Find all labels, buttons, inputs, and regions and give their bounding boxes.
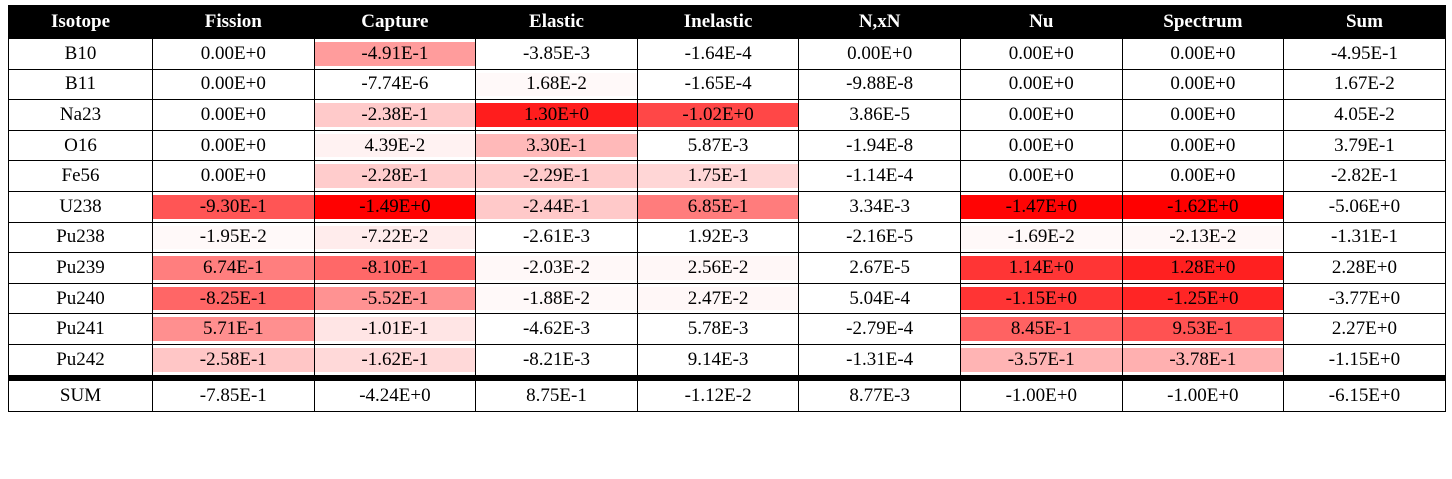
- cell-value: -2.82E-1: [1330, 165, 1398, 187]
- table-cell: [637, 69, 799, 100]
- cell-value: -2.28E-1: [361, 165, 429, 187]
- table-row: [9, 69, 1446, 100]
- table-cell: [1284, 130, 1446, 161]
- table-cell: [960, 253, 1122, 284]
- cell-value: -1.31E-1: [1330, 226, 1398, 248]
- cell-value: -5.06E+0: [1328, 195, 1401, 217]
- table-cell: [153, 69, 315, 100]
- column-header: Spectrum: [1122, 6, 1284, 39]
- table-cell: [960, 283, 1122, 314]
- cell-value: -2.79E-4: [846, 318, 914, 340]
- sensitivity-table: [8, 5, 1446, 412]
- cell-value: -3.77E+0: [1328, 287, 1401, 309]
- cell-value: -1.15E+0: [1328, 348, 1401, 370]
- cell-value: 3.34E-3: [849, 195, 911, 217]
- table-cell: [153, 378, 315, 412]
- table-cell: [153, 130, 315, 161]
- cell-value: 2.47E-2: [687, 287, 749, 309]
- table-cell: [476, 191, 638, 222]
- table-cell: [799, 39, 961, 70]
- cell-value: -3.85E-3: [522, 42, 590, 64]
- cell-value: 1.68E-2: [526, 73, 587, 95]
- table-cell: [476, 100, 638, 131]
- table-cell: [1284, 344, 1446, 377]
- table-cell: [314, 222, 476, 253]
- table-cell: [314, 314, 476, 345]
- table-cell: [1284, 100, 1446, 131]
- cell-value: 1.67E-2: [1334, 73, 1395, 95]
- cell-value: 5.04E-4: [849, 287, 911, 309]
- table-cell: [1284, 314, 1446, 345]
- cell-value: 1.92E-3: [687, 226, 749, 248]
- table-cell: [1122, 314, 1284, 345]
- cell-value: -1.12E-2: [684, 384, 752, 406]
- cell-value: 0.00E+0: [1170, 103, 1236, 125]
- isotope-label: Pu242: [9, 344, 153, 377]
- table-row: [9, 100, 1446, 131]
- cell-value: -1.62E+0: [1167, 195, 1239, 217]
- table-cell: [476, 314, 638, 345]
- cell-value: -1.00E+0: [1167, 384, 1239, 406]
- table-cell: [153, 100, 315, 131]
- column-header: Nu: [960, 6, 1122, 39]
- table-cell: [476, 378, 638, 412]
- table-cell: [1284, 222, 1446, 253]
- isotope-label: Pu239: [9, 253, 153, 284]
- table-cell: [637, 378, 799, 412]
- cell-value: -2.16E-5: [846, 226, 914, 248]
- cell-value: 0.00E+0: [1008, 73, 1074, 95]
- cell-value: 5.87E-3: [687, 134, 749, 156]
- table-cell: [799, 378, 961, 412]
- sum-row: [9, 378, 1446, 412]
- table-cell: [1122, 69, 1284, 100]
- cell-value: 3.86E-5: [849, 103, 911, 125]
- cell-value: 0.00E+0: [1170, 42, 1236, 64]
- cell-value: -2.44E-1: [522, 195, 590, 217]
- table-cell: [314, 378, 476, 412]
- table-row: [9, 283, 1446, 314]
- table-cell: [637, 253, 799, 284]
- table-row: [9, 314, 1446, 345]
- table-cell: [799, 253, 961, 284]
- column-header: Elastic: [476, 6, 638, 39]
- cell-value: -1.95E-2: [199, 226, 267, 248]
- cell-value: -1.01E-1: [361, 318, 429, 340]
- cell-value: -2.61E-3: [522, 226, 590, 248]
- table-cell: [1122, 378, 1284, 412]
- table-cell: [476, 161, 638, 192]
- table-cell: [799, 283, 961, 314]
- table-cell: [960, 191, 1122, 222]
- isotope-label: Pu238: [9, 222, 153, 253]
- table-cell: [799, 191, 961, 222]
- cell-value: 0.00E+0: [1170, 134, 1236, 156]
- column-header: Isotope: [9, 6, 153, 39]
- isotope-label: Pu241: [9, 314, 153, 345]
- table-cell: [637, 39, 799, 70]
- table-cell: [799, 100, 961, 131]
- cell-value: -2.29E-1: [522, 165, 590, 187]
- cell-value: -1.49E+0: [359, 195, 431, 217]
- table-cell: [799, 344, 961, 377]
- cell-value: -1.02E+0: [682, 103, 754, 125]
- table-cell: [637, 344, 799, 377]
- table-cell: [637, 130, 799, 161]
- table-cell: [960, 69, 1122, 100]
- table-row: [9, 130, 1446, 161]
- table-cell: [314, 253, 476, 284]
- cell-value: -4.95E-1: [1330, 42, 1398, 64]
- table-cell: [1284, 378, 1446, 412]
- cell-value: -1.25E+0: [1167, 287, 1239, 309]
- header-row: [9, 6, 1446, 39]
- table-cell: [153, 39, 315, 70]
- cell-value: 8.77E-3: [849, 384, 911, 406]
- isotope-label: B10: [9, 39, 153, 70]
- table-cell: [314, 191, 476, 222]
- table-cell: [314, 100, 476, 131]
- cell-value: -2.03E-2: [522, 256, 590, 278]
- cell-value: -2.38E-1: [361, 103, 429, 125]
- cell-value: -1.94E-8: [846, 134, 914, 156]
- cell-value: -4.24E+0: [359, 384, 431, 406]
- cell-value: -3.57E-1: [1007, 348, 1075, 370]
- isotope-label: Na23: [9, 100, 153, 131]
- table-cell: [1122, 344, 1284, 377]
- cell-value: 3.79E-1: [1334, 134, 1395, 156]
- column-header: Capture: [314, 6, 476, 39]
- cell-value: -4.62E-3: [522, 318, 590, 340]
- cell-value: -1.31E-4: [846, 348, 914, 370]
- cell-value: 0.00E+0: [200, 165, 266, 187]
- table-cell: [1284, 253, 1446, 284]
- cell-value: 2.28E+0: [1331, 256, 1397, 278]
- table-cell: [314, 39, 476, 70]
- isotope-label: O16: [9, 130, 153, 161]
- cell-value: 0.00E+0: [1008, 165, 1074, 187]
- table-cell: [153, 283, 315, 314]
- table-cell: [799, 130, 961, 161]
- column-header: Inelastic: [637, 6, 799, 39]
- table-cell: [476, 344, 638, 377]
- cell-value: -7.74E-6: [361, 73, 429, 95]
- table-row: [9, 161, 1446, 192]
- cell-value: 0.00E+0: [1170, 73, 1236, 95]
- isotope-label: B11: [9, 69, 153, 100]
- table-cell: [1284, 161, 1446, 192]
- column-header: N,xN: [799, 6, 961, 39]
- isotope-label: Pu240: [9, 283, 153, 314]
- table-cell: [799, 314, 961, 345]
- cell-value: -9.88E-8: [846, 73, 914, 95]
- sum-row-label: SUM: [9, 378, 153, 412]
- table-cell: [960, 130, 1122, 161]
- cell-value: 1.28E+0: [1170, 256, 1236, 278]
- cell-value: 8.75E-1: [526, 384, 587, 406]
- cell-value: 2.56E-2: [687, 256, 749, 278]
- table-cell: [1284, 39, 1446, 70]
- cell-value: -2.58E-1: [199, 348, 267, 370]
- table-row: [9, 191, 1446, 222]
- table-cell: [314, 344, 476, 377]
- cell-value: -1.15E+0: [1005, 287, 1077, 309]
- cell-value: 9.53E-1: [1172, 318, 1234, 340]
- table-cell: [476, 130, 638, 161]
- table-row: [9, 253, 1446, 284]
- table-cell: [476, 222, 638, 253]
- column-header: Fission: [153, 6, 315, 39]
- table-cell: [153, 161, 315, 192]
- cell-value: 6.85E-1: [687, 195, 749, 217]
- cell-value: 2.27E+0: [1331, 318, 1397, 340]
- table-cell: [799, 69, 961, 100]
- table-cell: [153, 253, 315, 284]
- cell-value: -1.64E-4: [684, 42, 752, 64]
- cell-value: -6.15E+0: [1328, 384, 1401, 406]
- table-cell: [153, 344, 315, 377]
- table-cell: [960, 344, 1122, 377]
- cell-value: 5.71E-1: [202, 318, 264, 340]
- cell-value: -1.88E-2: [522, 287, 590, 309]
- cell-value: -8.25E-1: [199, 287, 267, 309]
- table-cell: [1122, 100, 1284, 131]
- table-cell: [637, 161, 799, 192]
- cell-value: -9.30E-1: [199, 195, 267, 217]
- table-cell: [476, 283, 638, 314]
- table-cell: [799, 161, 961, 192]
- table-row: [9, 222, 1446, 253]
- isotope-label: U238: [9, 191, 153, 222]
- table-cell: [1122, 222, 1284, 253]
- table-cell: [637, 191, 799, 222]
- table-cell: [960, 100, 1122, 131]
- cell-value: -7.85E-1: [199, 384, 267, 406]
- cell-value: 6.74E-1: [202, 256, 264, 278]
- cell-value: -7.22E-2: [361, 226, 429, 248]
- table-row: [9, 344, 1446, 377]
- cell-value: 0.00E+0: [1170, 165, 1236, 187]
- table-cell: [1122, 191, 1284, 222]
- cell-value: 4.39E-2: [364, 134, 426, 156]
- cell-value: 0.00E+0: [1008, 42, 1074, 64]
- table-cell: [314, 69, 476, 100]
- cell-value: -1.14E-4: [846, 165, 914, 187]
- table-cell: [960, 378, 1122, 412]
- sensitivity-table-container: [8, 5, 1445, 412]
- table-cell: [960, 161, 1122, 192]
- cell-value: 9.14E-3: [687, 348, 749, 370]
- table-cell: [1122, 130, 1284, 161]
- cell-value: -5.52E-1: [361, 287, 429, 309]
- cell-value: -1.47E+0: [1005, 195, 1077, 217]
- cell-value: 1.14E+0: [1008, 256, 1074, 278]
- cell-value: 5.78E-3: [687, 318, 749, 340]
- table-cell: [476, 39, 638, 70]
- cell-value: -8.21E-3: [522, 348, 590, 370]
- cell-value: -1.65E-4: [684, 73, 752, 95]
- cell-value: 8.45E-1: [1010, 318, 1072, 340]
- cell-value: 4.05E-2: [1334, 103, 1395, 125]
- column-header: Sum: [1284, 6, 1446, 39]
- table-cell: [1284, 283, 1446, 314]
- cell-value: 0.00E+0: [200, 134, 266, 156]
- table-cell: [314, 283, 476, 314]
- cell-value: 0.00E+0: [200, 42, 266, 64]
- isotope-label: Fe56: [9, 161, 153, 192]
- table-cell: [314, 130, 476, 161]
- table-row: [9, 39, 1446, 70]
- cell-value: 3.30E-1: [526, 134, 587, 156]
- table-body: [9, 39, 1446, 412]
- table-cell: [637, 283, 799, 314]
- cell-value: 2.67E-5: [849, 256, 911, 278]
- cell-value: 1.75E-1: [687, 165, 749, 187]
- cell-value: -3.78E-1: [1169, 348, 1237, 370]
- cell-value: -1.00E+0: [1005, 384, 1077, 406]
- table-cell: [637, 222, 799, 253]
- table-cell: [476, 69, 638, 100]
- cell-value: -8.10E-1: [361, 256, 429, 278]
- cell-value: 0.00E+0: [847, 42, 913, 64]
- table-cell: [960, 39, 1122, 70]
- cell-value: -2.13E-2: [1169, 226, 1237, 248]
- cell-value: 0.00E+0: [200, 103, 266, 125]
- table-cell: [637, 314, 799, 345]
- table-cell: [476, 253, 638, 284]
- table-cell: [960, 222, 1122, 253]
- table-cell: [314, 161, 476, 192]
- table-cell: [1284, 69, 1446, 100]
- table-cell: [1122, 39, 1284, 70]
- cell-value: 1.30E+0: [523, 103, 590, 125]
- cell-value: 0.00E+0: [1008, 134, 1074, 156]
- table-cell: [1122, 283, 1284, 314]
- table-cell: [153, 314, 315, 345]
- table-cell: [960, 314, 1122, 345]
- table-cell: [1284, 191, 1446, 222]
- table-cell: [153, 222, 315, 253]
- cell-value: 0.00E+0: [200, 73, 266, 95]
- table-cell: [637, 100, 799, 131]
- table-cell: [799, 222, 961, 253]
- table-cell: [1122, 253, 1284, 284]
- table-cell: [153, 191, 315, 222]
- cell-value: -4.91E-1: [361, 42, 429, 64]
- cell-value: -1.69E-2: [1007, 226, 1075, 248]
- table-cell: [1122, 161, 1284, 192]
- cell-value: 0.00E+0: [1008, 103, 1074, 125]
- cell-value: -1.62E-1: [361, 348, 429, 370]
